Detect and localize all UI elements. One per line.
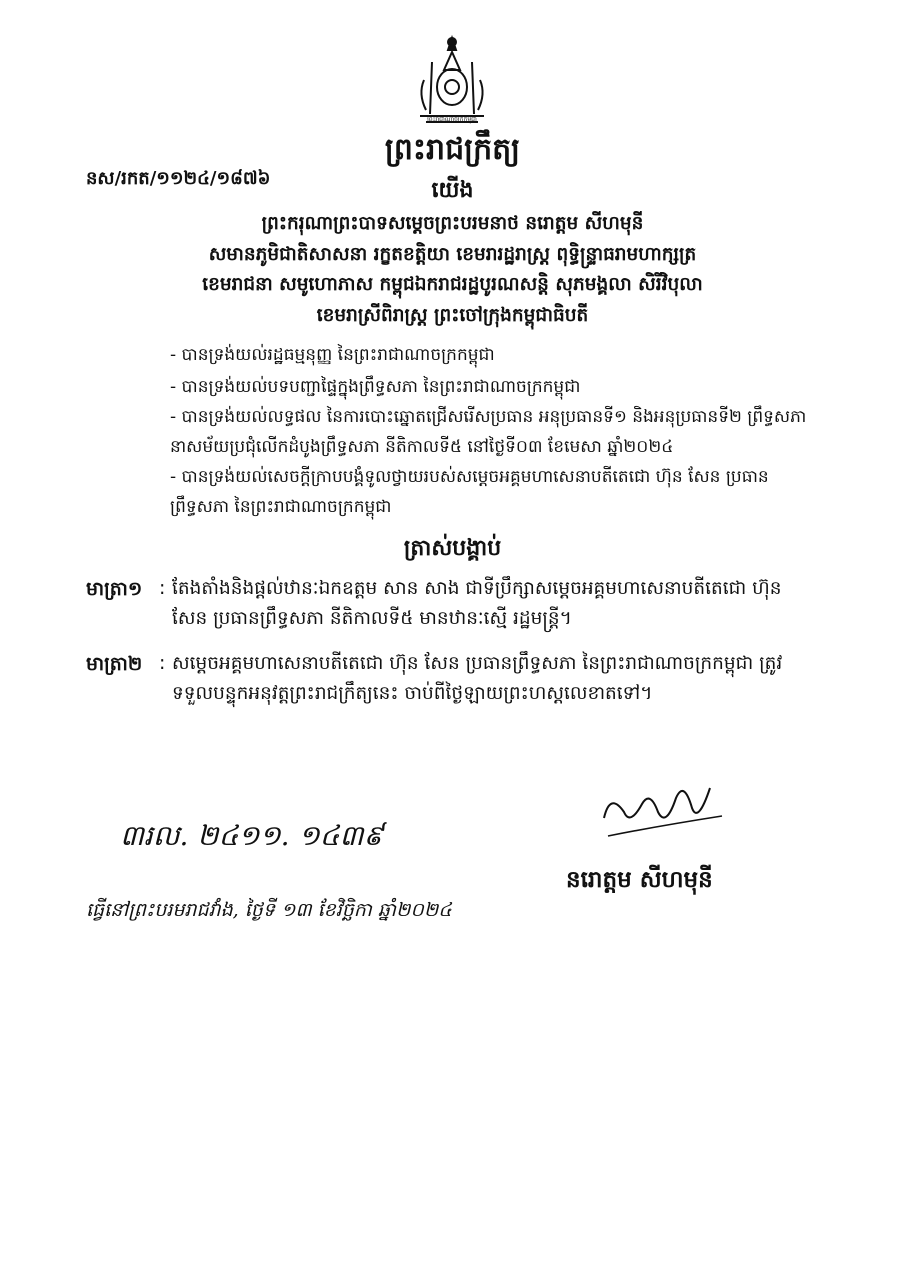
consideration-item: - បានទ្រង់យល់បទបញ្ជាផ្ទៃក្នុងព្រឹទ្ធសភា នៃព្រះរាជាណាចក្រកម្ពុជា [170,377,581,397]
signer-name: នរោត្តម សីហមុនី [566,867,713,893]
article-text: សម្តេចអគ្គមហាសេនាបតីតេជោ ហ៊ុន សែន ប្រធានព្រឹទ្ធសភា នៃព្រះរាជាណាចក្រកម្ពុជា ត្រូវទទួលបន្ទុកអនុវត្តព្រះរាជក្រឹត្យនេះ ចាប់ពីថ្ងៃឡាយព្រះហស្តលេខាតទៅ។ [172,653,783,704]
royal-title-line: ខេមរាជនា សមូហោភាស កម្ពុជឯករាជរដ្ឋបូរណសន្តិ សុភមង្គលា សិរីវិបុលា [202,274,703,295]
article-colon: : [159,652,166,674]
order-heading: ត្រាស់បង្គាប់ [403,536,502,561]
royal-title-line: សមានភូមិជាតិសាសនា រក្ខតខត្តិយា ខេមរារដ្ឋរាស្ត្រ ពុទ្ធិន្ទ្រាធរាមហាក្សត្រ [208,244,697,265]
consideration-item: - បានទ្រង់យល់សេចក្តីក្រាបបង្គំទូលថ្វាយរបស់សម្តេចអគ្គមហាសេនាបតីតេជោ ហ៊ុន សែន ប្រធានព្រឹទ្ធសភា នៃព្រះរាជាណាចក្រកម្ពុជា [170,467,769,517]
article-label: មាត្រា១ [86,578,143,600]
article-colon: : [159,577,166,599]
royal-title-line: ព្រះករុណាព្រះបាទសម្តេចព្រះបរមនាថ នរោត្តម សីហមុនី [261,213,644,234]
we-heading: យើង [431,178,474,203]
royal-title-line: ខេមរាស្រីពិរាស្ត្រ ព្រះចៅក្រុងកម្ពុជាធិបតី [316,305,589,326]
consideration-item: - បានទ្រង់យល់លទ្ធផល នៃការបោះឆ្នោតជ្រើសរើសប្រធាន អនុប្រធានទី១ និងអនុប្រធានទី២ ព្រឹទ្ធសភា នាសម័យប្រជុំលើកដំបូងព្រឹទ្ធសភា នីតិកាលទី៥ នៅថ្ងៃទី០៣ ខែមេសា ឆ្នាំ២០២៤ [170,407,807,457]
place-and-date: ធ្វើនៅព្រះបរមរាជវាំង, ថ្ងៃទី ១៣ ខែវិច្ឆិកា ឆ្នាំ២០២៤ [86,899,452,921]
svg-text:ព្រះរាជាណាចក្រកម្ពុជា: ព្រះរាជាណាចក្រកម្ពុជា [427,116,477,123]
consideration-item: - បានទ្រង់យល់រដ្ឋធម្មនុញ្ញ នៃព្រះរាជាណាចក្រកម្ពុជា [170,345,495,365]
article-text: តែងតាំងនិងផ្តល់ឋានៈឯកឧត្តម សាន សាង ជាទីប្រឹក្សាសម្តេចអគ្គមហាសេនាបតីតេជោ ហ៊ុន សែន ប្រធានព្រឹទ្ធសភា នីតិកាលទី៥ មានឋានៈស្មើ រដ្ឋមន្ត្រី។ [172,578,782,629]
royal-emblem [404,32,500,128]
handwritten-registration-number: ៣រល. ២៤១១. ១៤៣៩ [120,819,384,852]
article-label: មាត្រា២ [86,653,143,675]
document-title: ព្រះរាជក្រឹត្យ [384,132,521,167]
handwritten-signature [598,768,728,848]
reference-number: នស/រកត/១១២៤/១៨៧៦ [86,168,271,189]
